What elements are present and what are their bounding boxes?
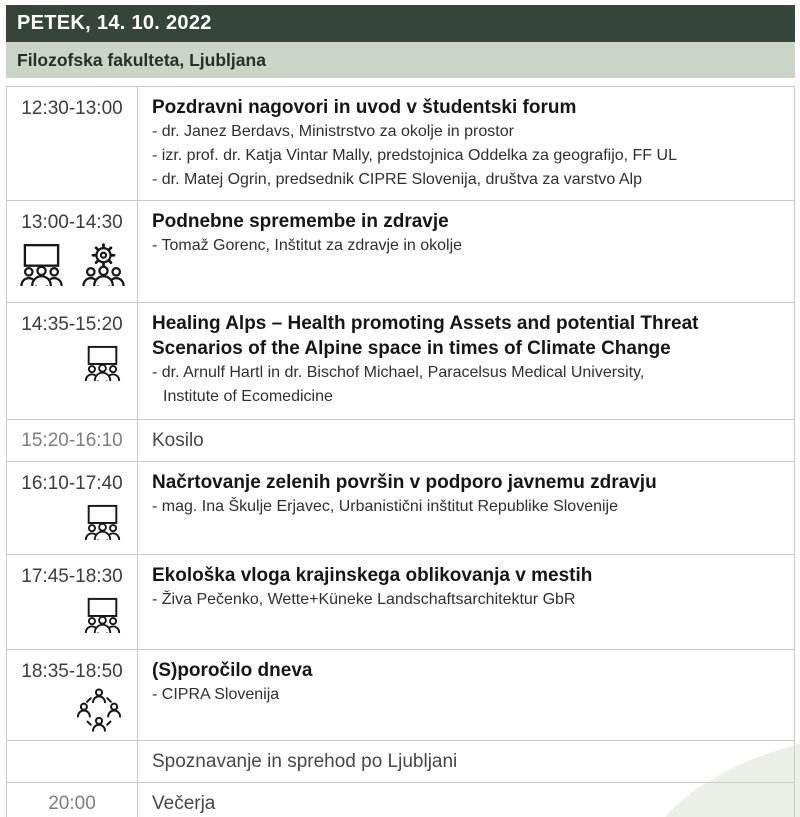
- session-time: 20:00: [48, 792, 96, 814]
- session-time: 15:20-16:10: [21, 429, 123, 451]
- schedule-row: [7, 555, 794, 650]
- session-icons: [7, 345, 137, 381]
- venue-bar: [6, 42, 795, 78]
- schedule-row: [7, 462, 794, 555]
- time-cell: [7, 783, 137, 817]
- session-time: 12:30-13:00: [21, 98, 123, 119]
- presentation-icon: [18, 243, 65, 286]
- session-time: 17:45-18:30: [21, 566, 123, 587]
- schedule-table: [6, 86, 795, 817]
- session-icons: [7, 597, 137, 633]
- time-cell: [7, 462, 137, 554]
- session-content-cell: [137, 462, 794, 554]
- session-speaker-line: - izr. prof. dr. Katja Vintar Mally, predstojnica Oddelka za geografijo, FF UL: [152, 147, 677, 164]
- schedule-row: [7, 783, 794, 817]
- session-content-cell: [137, 650, 794, 740]
- session-title: Načrtovanje zelenih površin v podporo javnemu zdravju: [152, 472, 657, 493]
- session-title: Podnebne spremembe in zdravje: [152, 211, 449, 232]
- time-cell: [7, 201, 137, 302]
- session-speaker-line: - dr. Janez Berdavs, Ministrstvo za okolje in prostor: [152, 123, 514, 140]
- schedule-row: [7, 420, 794, 462]
- time-cell: [7, 741, 137, 782]
- session-speaker-line: - dr. Matej Ogrin, predsednik CIPRE Slovenija, društva za varstvo Alp: [152, 171, 642, 188]
- session-speaker-line: - CIPRA Slovenija: [152, 686, 280, 703]
- session-icons: [7, 243, 137, 286]
- session-title: Kosilo: [152, 430, 204, 451]
- time-cell: [7, 555, 137, 649]
- presentation-icon: [83, 504, 122, 540]
- time-cell: [7, 420, 137, 461]
- session-title: Ekološka vloga krajinskega oblikovanja v mestih: [152, 565, 593, 586]
- session-content-cell: [137, 87, 794, 200]
- workshop-icon: [80, 243, 127, 286]
- schedule-row: [7, 201, 794, 303]
- session-icons: [7, 688, 137, 734]
- session-icons: [7, 504, 137, 540]
- session-speaker-line: - Tomaž Gorenc, Inštitut za zdravje in okolje: [152, 237, 463, 254]
- session-content-cell: [137, 303, 794, 419]
- day-header-bar: [6, 5, 795, 42]
- session-content-cell: [137, 420, 794, 461]
- session-speaker-line: - dr. Arnulf Hartl in dr. Bischof Michael, Paracelsus Medical University,: [152, 364, 645, 381]
- session-title: Pozdravni nagovori in uvod v študentski forum: [152, 97, 577, 118]
- time-cell: [7, 303, 137, 419]
- schedule-row: [7, 650, 794, 741]
- session-time: 14:35-15:20: [21, 314, 123, 335]
- session-time: 16:10-17:40: [21, 473, 123, 494]
- session-time: 13:00-14:30: [21, 212, 123, 233]
- discussion-circle-icon: [77, 688, 121, 734]
- session-content-cell: [137, 555, 794, 649]
- session-speaker-line: Institute of Ecomedicine: [163, 388, 333, 405]
- session-title: (S)poročilo dneva: [152, 660, 313, 681]
- session-title: Healing Alps – Health promoting Assets and potential Threat Scenarios of the Alpine space in times of Climate Change: [152, 313, 699, 359]
- session-title: Spoznavanje in sprehod po Ljubljani: [152, 751, 458, 772]
- presentation-icon: [83, 597, 122, 633]
- session-content-cell: [137, 741, 794, 782]
- schedule-row: [7, 87, 794, 201]
- venue-label: Filozofska fakulteta, Ljubljana: [17, 49, 266, 70]
- schedule-row: [7, 741, 794, 783]
- session-title: Večerja: [152, 793, 216, 814]
- session-content-cell: [137, 201, 794, 302]
- time-cell: [7, 650, 137, 740]
- session-content-cell: [137, 783, 794, 817]
- time-cell: [7, 87, 137, 200]
- schedule-row: [7, 303, 794, 420]
- session-speaker-line: - mag. Ina Škulje Erjavec, Urbanistični inštitut Republike Slovenije: [152, 498, 618, 515]
- session-speaker-line: - Živa Pečenko, Wette+Küneke Landschaftsarchitektur GbR: [152, 591, 576, 608]
- presentation-icon: [83, 345, 122, 381]
- day-label: PETEK, 14. 10. 2022: [17, 12, 212, 34]
- session-time: 18:35-18:50: [21, 661, 123, 682]
